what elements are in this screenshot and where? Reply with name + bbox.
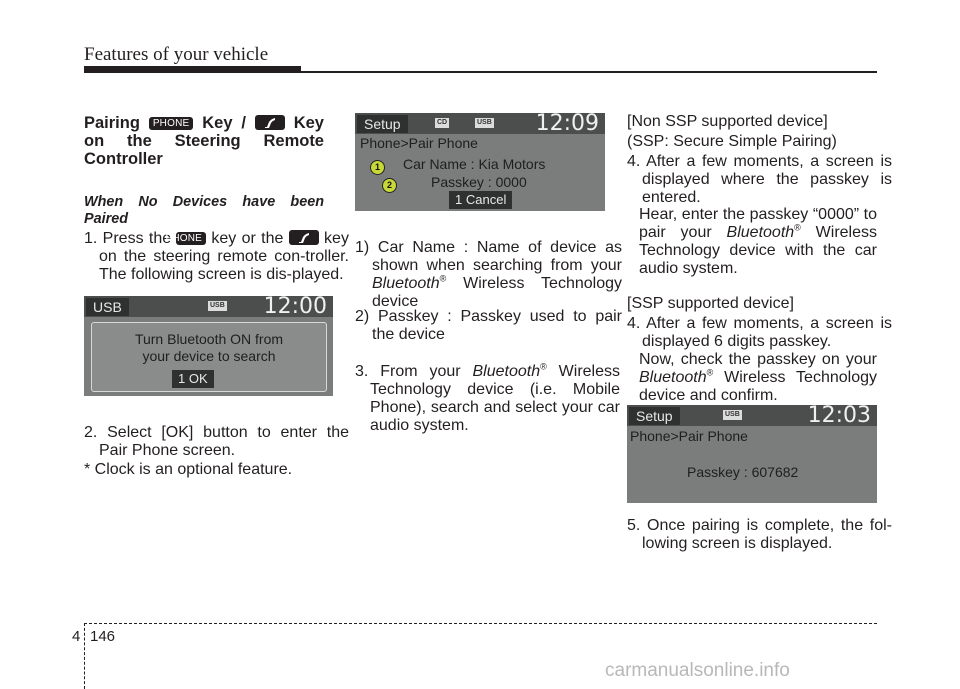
step-2: 2. Select [OK] button to enter the Pair Phone screen.: [84, 424, 349, 459]
page-number: 146: [90, 628, 116, 645]
step-1: 1. Press the PHONE key or the key on the steering remote con-troller. The following screen is dis-played.: [84, 230, 349, 283]
step-4-non-ssp: 4. After a few moments, a screen is displayed where the passkey is entered.: [627, 153, 892, 206]
screen-pair-phone-0000: [355, 113, 605, 211]
step-5: 5. Once pairing is complete, the fol-lowing screen is displayed.: [627, 517, 892, 552]
ssp-heading: [SSP supported device]: [627, 295, 794, 312]
screen-bluetooth-search: [84, 296, 333, 396]
screen-clock: 12:03: [807, 405, 871, 428]
step-4-ssp: 4. After a few moments, a screen is displayed 6 digits passkey.: [627, 315, 892, 350]
car-name-line: Car Name : Kia Motors: [403, 156, 546, 172]
non-ssp-heading: [Non SSP supported device]: [627, 113, 828, 130]
subheading: When No Devices have been Paired: [84, 194, 324, 227]
phone-call-icon: [255, 115, 285, 130]
usb-indicator: USB: [725, 411, 740, 418]
screen-pair-phone-ssp: [627, 405, 877, 503]
header-rule: [301, 71, 877, 73]
phone-key-badge: PHONE: [149, 117, 194, 130]
footer-divider: [84, 623, 85, 689]
ssp-definition: (SSP: Secure Simple Pairing): [627, 133, 837, 150]
screen-tab: USB: [86, 298, 129, 316]
phone-key-badge: PHONE: [176, 232, 206, 245]
screen-title: Phone>Pair Phone: [360, 135, 478, 151]
callout-2: 2: [382, 175, 397, 193]
callout-1: 1: [370, 157, 385, 175]
section-heading: Pairing PHONE Key / Key on the Steering Remote Controller: [84, 114, 324, 168]
footer-rule: [84, 623, 877, 624]
dialog-line-1: Turn Bluetooth ON from: [134, 331, 284, 347]
definition-1: 1) Car Name : Name of device as shown when searching from your Bluetooth® Wireless Technology device: [355, 239, 622, 310]
cancel-button: 1 Cancel: [449, 191, 512, 209]
paragraph-non-ssp: Hear, enter the passkey “0000” to pair your Bluetooth® Wireless Technology device with the car audio system.: [639, 206, 878, 277]
chapter-number: 4: [72, 628, 81, 645]
screen-clock: 12:09: [535, 113, 599, 136]
screen-tab: Setup: [629, 407, 680, 425]
cd-indicator: CD: [437, 119, 448, 126]
passkey-line: Passkey : 0000: [431, 174, 527, 190]
step-3: 3. From your Bluetooth® Wireless Technology device (i.e. Mobile Phone), search and select your car audio system.: [355, 361, 620, 434]
passkey-line: Passkey : 607682: [687, 464, 799, 480]
dialog-line-2: your device to search: [142, 348, 276, 364]
phone-call-icon: [289, 230, 319, 245]
screen-clock: 12:00: [263, 296, 327, 319]
screen-title: Phone>Pair Phone: [630, 428, 748, 444]
screen-tab: Setup: [357, 115, 408, 133]
clock-note: * Clock is an optional feature.: [84, 461, 293, 478]
usb-indicator: USB: [477, 119, 492, 126]
paragraph-ssp: Now, check the passkey on your Bluetooth® Wireless Technology device and confirm.: [639, 351, 877, 404]
watermark: carmanualsonline.info: [605, 660, 790, 681]
ok-button: 1 OK: [172, 370, 214, 388]
running-header: Features of your vehicle: [84, 44, 269, 65]
header-bar: [84, 66, 301, 73]
usb-indicator: USB: [210, 302, 225, 309]
definition-2: 2) Passkey : Passkey used to pair the device: [355, 308, 622, 343]
